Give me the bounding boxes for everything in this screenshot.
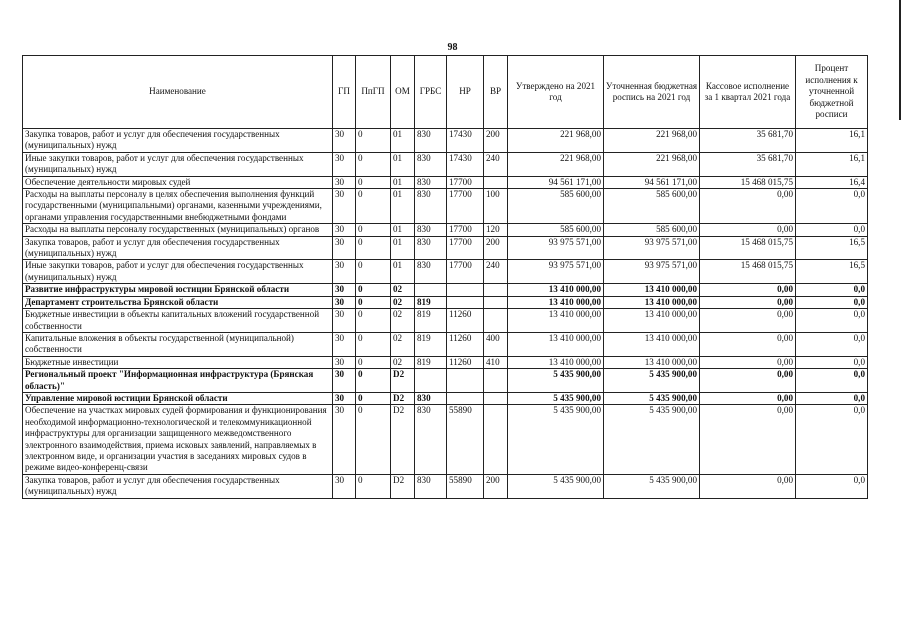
cell-gp: 30 (333, 176, 356, 188)
cell-cash: 15 468 015,75 (700, 236, 796, 260)
cell-vr: 240 (484, 152, 508, 176)
table-row (23, 474, 868, 498)
cell-gp: 30 (333, 369, 356, 393)
cell-refined: 13 410 000,00 (604, 284, 700, 296)
cell-np: 55890 (447, 405, 484, 474)
cell-gp: 30 (333, 309, 356, 333)
cell-ppgp: 0 (356, 356, 391, 368)
table-row (23, 260, 868, 284)
cell-refined: 5 435 900,00 (604, 392, 700, 404)
cell-cash: 0,00 (700, 356, 796, 368)
cell-gp: 30 (333, 284, 356, 296)
cell-vr: 200 (484, 236, 508, 260)
table-row (23, 296, 868, 308)
cell-cash: 15 468 015,75 (700, 176, 796, 188)
cell-ppgp: 0 (356, 332, 391, 356)
cell-refined: 13 410 000,00 (604, 332, 700, 356)
cell-ppgp: 0 (356, 474, 391, 498)
header-vr: ВР (484, 56, 508, 129)
cell-percent: 16,1 (796, 129, 868, 153)
cell-refined: 13 410 000,00 (604, 296, 700, 308)
cell-approved: 13 410 000,00 (508, 296, 604, 308)
cell-om: 01 (391, 129, 415, 153)
cell-grbs: 830 (415, 152, 447, 176)
cell-percent: 0,0 (796, 296, 868, 308)
cell-ppgp: 0 (356, 224, 391, 236)
cell-grbs: 830 (415, 260, 447, 284)
cell-np: 17700 (447, 260, 484, 284)
cell-refined: 13 410 000,00 (604, 309, 700, 333)
table-row (23, 176, 868, 188)
cell-om: D2 (391, 474, 415, 498)
header-cash: Кассовое исполнение за 1 квартал 2021 года (700, 56, 796, 129)
cell-refined: 93 975 571,00 (604, 260, 700, 284)
cell-gp: 30 (333, 356, 356, 368)
cell-np: 17700 (447, 189, 484, 224)
cell-refined: 5 435 900,00 (604, 474, 700, 498)
cell-percent: 0,0 (796, 224, 868, 236)
cell-ppgp: 0 (356, 405, 391, 474)
cell-vr (484, 296, 508, 308)
cell-grbs: 830 (415, 189, 447, 224)
cell-np: 11260 (447, 356, 484, 368)
table-row (23, 369, 868, 393)
cell-gp: 30 (333, 236, 356, 260)
cell-name: Развитие инфраструктуры мировой юстиции Брянской области (23, 284, 333, 296)
cell-name: Закупка товаров, работ и услуг для обеспечения государственных (муниципальных) нужд (23, 129, 333, 153)
cell-ppgp: 0 (356, 189, 391, 224)
cell-cash: 0,00 (700, 296, 796, 308)
cell-np: 11260 (447, 309, 484, 333)
cell-approved: 221 968,00 (508, 152, 604, 176)
cell-np: 17700 (447, 224, 484, 236)
cell-name: Расходы на выплаты персоналу в целях обеспечения выполнения функций государственными (муниципальными) органами, казенными учреждениями, органами управления государственными внебюджетными фондами (23, 189, 333, 224)
cell-vr (484, 405, 508, 474)
cell-np: 11260 (447, 332, 484, 356)
cell-vr: 410 (484, 356, 508, 368)
cell-name: Закупка товаров, работ и услуг для обеспечения государственных (муниципальных) нужд (23, 474, 333, 498)
cell-np (447, 392, 484, 404)
cell-vr: 200 (484, 474, 508, 498)
cell-cash: 35 681,70 (700, 129, 796, 153)
cell-vr: 100 (484, 189, 508, 224)
cell-om: D2 (391, 405, 415, 474)
margin-line (899, 0, 901, 120)
table-row (23, 332, 868, 356)
cell-ppgp: 0 (356, 296, 391, 308)
cell-refined: 93 975 571,00 (604, 236, 700, 260)
cell-percent: 0,0 (796, 189, 868, 224)
cell-name: Департамент строительства Брянской области (23, 296, 333, 308)
cell-name: Иные закупки товаров, работ и услуг для обеспечения государственных (муниципальных) нужд (23, 260, 333, 284)
cell-om: 01 (391, 224, 415, 236)
cell-approved: 13 410 000,00 (508, 284, 604, 296)
cell-approved: 585 600,00 (508, 224, 604, 236)
cell-gp: 30 (333, 129, 356, 153)
cell-name: Обеспечение деятельности мировых судей (23, 176, 333, 188)
cell-gp: 30 (333, 152, 356, 176)
page-number: 98 (447, 42, 458, 53)
cell-approved: 13 410 000,00 (508, 309, 604, 333)
cell-percent: 0,0 (796, 369, 868, 393)
cell-refined: 94 561 171,00 (604, 176, 700, 188)
cell-approved: 221 968,00 (508, 129, 604, 153)
cell-om: 01 (391, 152, 415, 176)
header-percent: Процент исполнения к уточненной бюджетной росписи (796, 56, 868, 129)
cell-name: Региональный проект "Информационная инфраструктура (Брянская область)" (23, 369, 333, 393)
cell-ppgp: 0 (356, 392, 391, 404)
cell-om: 01 (391, 189, 415, 224)
cell-ppgp: 0 (356, 369, 391, 393)
cell-approved: 94 561 171,00 (508, 176, 604, 188)
cell-np (447, 296, 484, 308)
cell-np: 17700 (447, 176, 484, 188)
cell-percent: 0,0 (796, 284, 868, 296)
cell-name: Иные закупки товаров, работ и услуг для обеспечения государственных (муниципальных) нужд (23, 152, 333, 176)
cell-np: 17700 (447, 236, 484, 260)
cell-grbs (415, 284, 447, 296)
header-grbs: ГРБС (415, 56, 447, 129)
cell-gp: 30 (333, 224, 356, 236)
cell-cash: 0,00 (700, 189, 796, 224)
cell-name: Управление мировой юстиции Брянской области (23, 392, 333, 404)
cell-name: Бюджетные инвестиции (23, 356, 333, 368)
cell-refined: 221 968,00 (604, 152, 700, 176)
cell-ppgp: 0 (356, 236, 391, 260)
cell-gp: 30 (333, 260, 356, 284)
cell-om: D2 (391, 369, 415, 393)
cell-refined: 585 600,00 (604, 224, 700, 236)
cell-om: 01 (391, 176, 415, 188)
header-gp: ГП (333, 56, 356, 129)
cell-gp: 30 (333, 405, 356, 474)
cell-approved: 5 435 900,00 (508, 392, 604, 404)
header-np: НР (447, 56, 484, 129)
cell-ppgp: 0 (356, 176, 391, 188)
cell-om: 02 (391, 356, 415, 368)
table-row (23, 236, 868, 260)
cell-percent: 0,0 (796, 356, 868, 368)
header-ppgp: ПпГП (356, 56, 391, 129)
cell-ppgp: 0 (356, 152, 391, 176)
cell-vr: 200 (484, 129, 508, 153)
table-row (23, 405, 868, 474)
cell-percent: 16,5 (796, 236, 868, 260)
table-row (23, 356, 868, 368)
cell-cash: 0,00 (700, 309, 796, 333)
cell-grbs: 830 (415, 474, 447, 498)
cell-grbs: 830 (415, 392, 447, 404)
cell-approved: 13 410 000,00 (508, 356, 604, 368)
cell-grbs: 830 (415, 224, 447, 236)
table-row (23, 392, 868, 404)
cell-vr (484, 369, 508, 393)
cell-percent: 16,5 (796, 260, 868, 284)
cell-grbs (415, 369, 447, 393)
cell-grbs: 819 (415, 332, 447, 356)
cell-percent: 0,0 (796, 392, 868, 404)
cell-grbs: 830 (415, 236, 447, 260)
cell-om: 01 (391, 260, 415, 284)
cell-refined: 5 435 900,00 (604, 369, 700, 393)
cell-name: Бюджетные инвестиции в объекты капитальных вложений государственной собственности (23, 309, 333, 333)
cell-percent: 16,4 (796, 176, 868, 188)
cell-om: 02 (391, 296, 415, 308)
cell-name: Капитальные вложения в объекты государственной (муниципальной) собственности (23, 332, 333, 356)
cell-ppgp: 0 (356, 284, 391, 296)
table-row (23, 224, 868, 236)
cell-percent: 0,0 (796, 309, 868, 333)
cell-percent: 0,0 (796, 405, 868, 474)
cell-grbs: 830 (415, 405, 447, 474)
cell-ppgp: 0 (356, 129, 391, 153)
cell-grbs: 830 (415, 176, 447, 188)
cell-cash: 0,00 (700, 332, 796, 356)
cell-np: 17430 (447, 129, 484, 153)
cell-refined: 221 968,00 (604, 129, 700, 153)
cell-vr: 120 (484, 224, 508, 236)
cell-vr (484, 176, 508, 188)
cell-vr: 400 (484, 332, 508, 356)
header-name: Наименование (23, 56, 333, 129)
cell-np (447, 369, 484, 393)
cell-gp: 30 (333, 332, 356, 356)
budget-table (22, 55, 868, 499)
cell-cash: 0,00 (700, 474, 796, 498)
cell-percent: 0,0 (796, 332, 868, 356)
cell-name: Закупка товаров, работ и услуг для обеспечения государственных (муниципальных) нужд (23, 236, 333, 260)
cell-percent: 0,0 (796, 474, 868, 498)
cell-np: 17430 (447, 152, 484, 176)
cell-cash: 15 468 015,75 (700, 260, 796, 284)
cell-grbs: 819 (415, 309, 447, 333)
cell-grbs: 819 (415, 296, 447, 308)
cell-gp: 30 (333, 296, 356, 308)
table-row (23, 152, 868, 176)
cell-refined: 5 435 900,00 (604, 405, 700, 474)
cell-approved: 13 410 000,00 (508, 332, 604, 356)
cell-gp: 30 (333, 392, 356, 404)
table-row (23, 189, 868, 224)
cell-approved: 585 600,00 (508, 189, 604, 224)
cell-np (447, 284, 484, 296)
cell-approved: 5 435 900,00 (508, 405, 604, 474)
cell-grbs: 819 (415, 356, 447, 368)
cell-approved: 5 435 900,00 (508, 474, 604, 498)
cell-approved: 93 975 571,00 (508, 260, 604, 284)
cell-cash: 0,00 (700, 284, 796, 296)
cell-om: 02 (391, 332, 415, 356)
cell-refined: 13 410 000,00 (604, 356, 700, 368)
table-row (23, 129, 868, 153)
cell-gp: 30 (333, 474, 356, 498)
cell-gp: 30 (333, 189, 356, 224)
cell-vr (484, 284, 508, 296)
header-approved: Утверждено на 2021 год (508, 56, 604, 129)
header-om: ОМ (391, 56, 415, 129)
table-row (23, 284, 868, 296)
cell-cash: 0,00 (700, 405, 796, 474)
cell-cash: 0,00 (700, 224, 796, 236)
cell-name: Расходы на выплаты персоналу государственных (муниципальных) органов (23, 224, 333, 236)
table-row (23, 309, 868, 333)
table-body (23, 129, 868, 499)
cell-vr (484, 392, 508, 404)
cell-cash: 35 681,70 (700, 152, 796, 176)
header-refined: Уточненная бюджетная роспись на 2021 год (604, 56, 700, 129)
cell-np: 55890 (447, 474, 484, 498)
cell-om: D2 (391, 392, 415, 404)
cell-grbs: 830 (415, 129, 447, 153)
cell-ppgp: 0 (356, 260, 391, 284)
cell-om: 02 (391, 284, 415, 296)
cell-approved: 93 975 571,00 (508, 236, 604, 260)
cell-cash: 0,00 (700, 392, 796, 404)
cell-name: Обеспечение на участках мировых судей формирования и функционирования необходимой информационно-технологической и телекоммуникационной инфраструктуры для организации защищенного межведомственного электронного взаимодействия, приема исковых заявлений, направляемых в электронном виде, и организации участия в заседаниях мировых судов в режиме видео-конференц-связи (23, 405, 333, 474)
cell-om: 01 (391, 236, 415, 260)
cell-percent: 16,1 (796, 152, 868, 176)
cell-om: 02 (391, 309, 415, 333)
cell-approved: 5 435 900,00 (508, 369, 604, 393)
cell-ppgp: 0 (356, 309, 391, 333)
cell-cash: 0,00 (700, 369, 796, 393)
cell-vr: 240 (484, 260, 508, 284)
cell-refined: 585 600,00 (604, 189, 700, 224)
cell-vr (484, 309, 508, 333)
table-header-row (23, 56, 868, 129)
